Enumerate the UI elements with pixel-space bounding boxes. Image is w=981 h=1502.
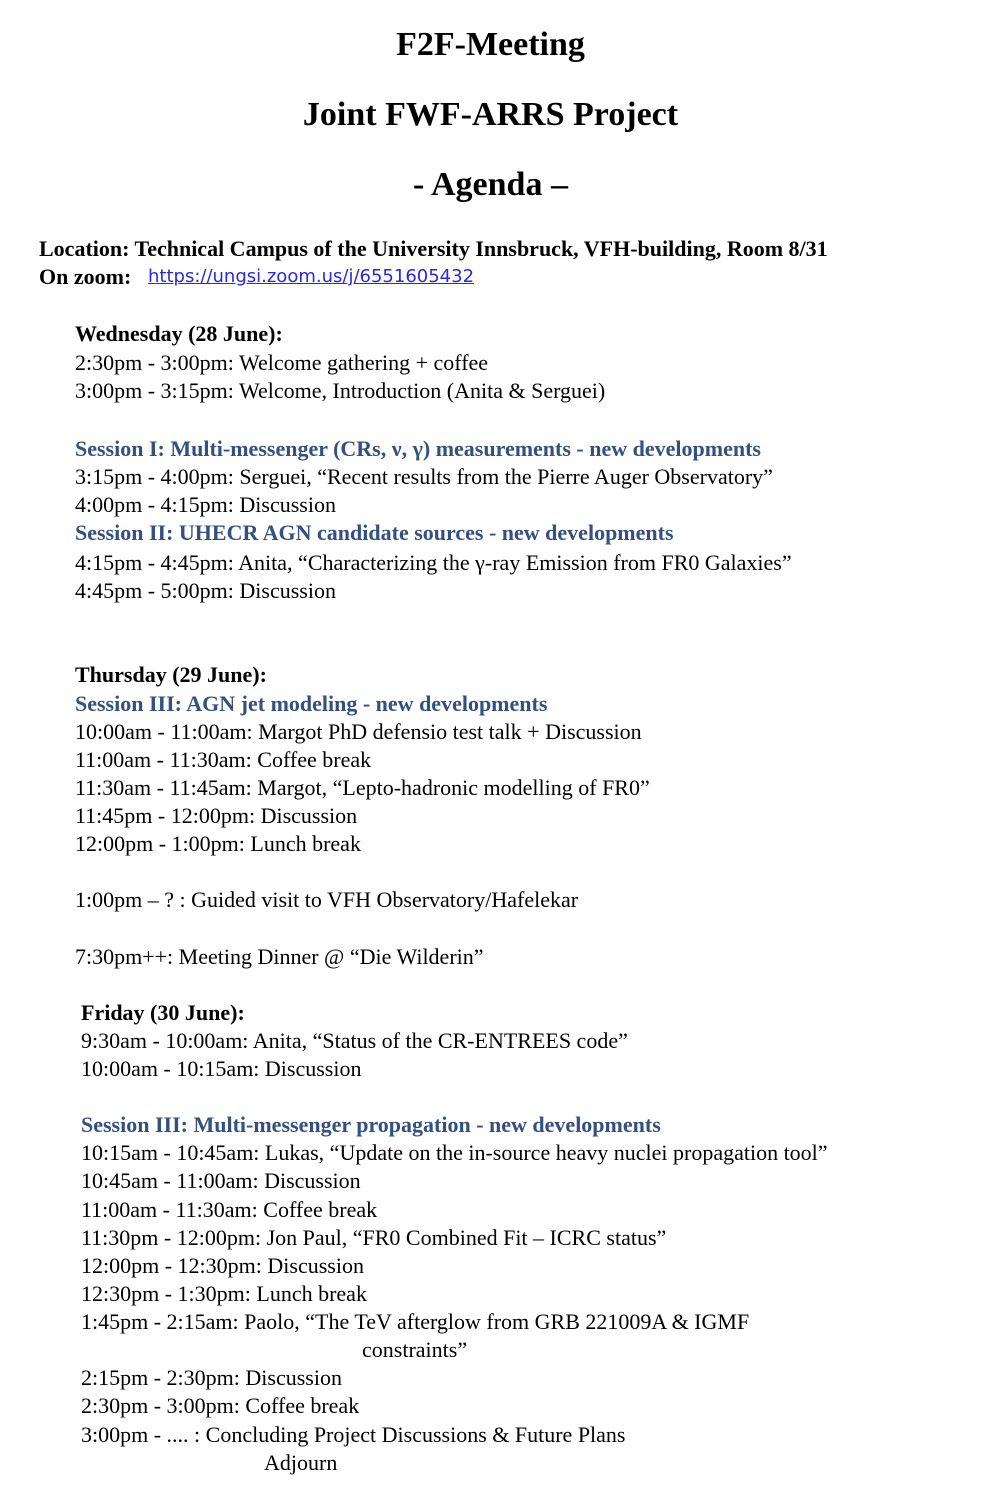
agenda-item: 2:15pm - 2:30pm: Discussion: [81, 1365, 342, 1390]
agenda-item: 10:00am - 11:00am: Margot PhD defensio test talk + Discussion: [75, 719, 642, 744]
adjourn-item: Adjourn: [264, 1450, 338, 1475]
agenda-item: 9:30am - 10:00am: Anita, “Status of the CR-ENTREES code”: [81, 1028, 628, 1053]
agenda-item: 3:00pm - .... : Concluding Project Discussions & Future Plans: [81, 1422, 626, 1447]
location-text: Location: Technical Campus of the University Innsbruck, VFH-building, Room 8/31: [39, 236, 828, 261]
agenda-item: 2:30pm - 3:00pm: Welcome gathering + coffee: [75, 350, 489, 375]
session-4-title: Session III: Multi-messenger propagation - new developments: [81, 1112, 661, 1137]
agenda-item: 11:00am - 11:30am: Coffee break: [81, 1197, 378, 1222]
agenda-item: 10:45am - 11:00am: Discussion: [81, 1168, 361, 1193]
guided-visit-item: 1:00pm – ? : Guided visit to VFH Observatory/Hafelekar: [75, 887, 579, 912]
agenda-item: 2:30pm - 3:00pm: Coffee break: [81, 1393, 360, 1418]
session-2-title: Session II: UHECR AGN candidate sources - new developments: [75, 520, 674, 545]
agenda-item: 11:00am - 11:30am: Coffee break: [75, 747, 372, 772]
agenda-item: 4:45pm - 5:00pm: Discussion: [75, 578, 336, 603]
agenda-item-continuation: constraints”: [362, 1337, 468, 1362]
agenda-item: 10:15am - 10:45am: Lukas, “Update on the in-source heavy nuclei propagation tool”: [81, 1140, 828, 1165]
thursday-header: Thursday (29 June):: [75, 662, 267, 687]
dinner-item: 7:30pm++: Meeting Dinner @ “Die Wilderin”: [75, 944, 484, 969]
session-1-title: Session I: Multi-messenger (CRs, ν, γ) measurements - new developments: [75, 436, 761, 461]
zoom-link[interactable]: https://ungsi.zoom.us/j/6551605432: [148, 266, 475, 287]
agenda-item: 12:00pm - 1:00pm: Lunch break: [75, 831, 361, 856]
agenda-item: 11:30am - 11:45am: Margot, “Lepto-hadronic modelling of FR0”: [75, 775, 650, 800]
agenda-item: 1:45pm - 2:15am: Paolo, “The TeV afterglow from GRB 221009A & IGMF: [81, 1309, 750, 1334]
agenda-item: 11:30pm - 12:00pm: Jon Paul, “FR0 Combined Fit – ICRC status”: [81, 1225, 667, 1250]
agenda-item: 12:30pm - 1:30pm: Lunch break: [81, 1281, 367, 1306]
agenda-item: 4:15pm - 4:45pm: Anita, “Characterizing the γ-ray Emission from FR0 Galaxies”: [75, 550, 792, 575]
agenda-item: 3:00pm - 3:15pm: Welcome, Introduction (Anita & Serguei): [75, 378, 606, 403]
page-title: F2F-Meeting: [396, 26, 585, 63]
agenda-title: - Agenda –: [413, 166, 568, 203]
agenda-item: 10:00am - 10:15am: Discussion: [81, 1056, 362, 1081]
project-title: Joint FWF-ARRS Project: [302, 96, 679, 133]
session-3-title: Session III: AGN jet modeling - new developments: [75, 691, 548, 716]
friday-header: Friday (30 June):: [81, 1000, 245, 1025]
wednesday-header: Wednesday (28 June):: [75, 321, 283, 346]
agenda-item: 3:15pm - 4:00pm: Serguei, “Recent results from the Pierre Auger Observatory”: [75, 464, 773, 489]
zoom-label: On zoom:: [39, 264, 132, 289]
agenda-item: 4:00pm - 4:15pm: Discussion: [75, 492, 336, 517]
agenda-item: 11:45pm - 12:00pm: Discussion: [75, 803, 358, 828]
agenda-item: 12:00pm - 12:30pm: Discussion: [81, 1253, 364, 1278]
